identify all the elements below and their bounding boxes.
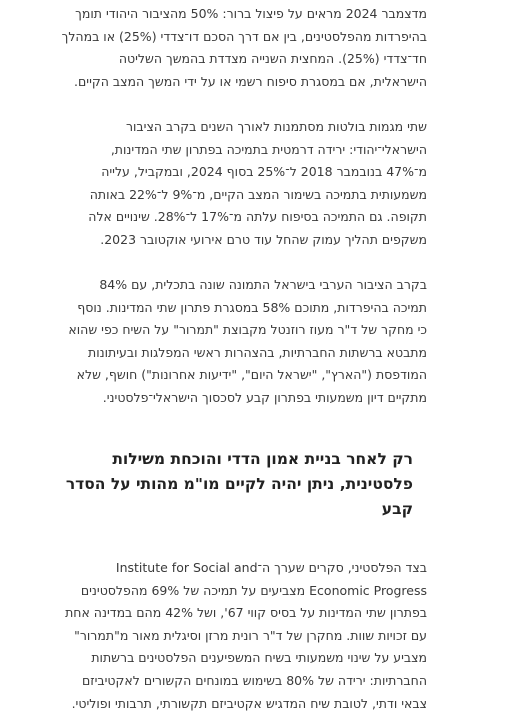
article-paragraph [0, 557, 519, 715]
paragraph-line: מתקיים דיון משמעותי בפתרון קבע לסכסוך הישראלי־פלסטיני. [102, 389, 427, 405]
paragraph-line: צבאי ודתי, לטובת שיח המדגיש אקטיביזם תקשורתי, תרבותי ופוליטי. [71, 695, 427, 711]
paragraph-line: משקפים תהליך עמוק שהחל עוד טרם אירועי אוקטובר 2023. [100, 231, 427, 247]
paragraph-line: מצביע על שינוי משמעותי בשיח המשפיענים הפלסטינים ברשתות [91, 650, 427, 666]
paragraph-line: תקופה. גם התמיכה בסיפוח עלתה מ־17% ל־28%. שינויים אלה [88, 209, 427, 225]
paragraph-line: Economic Progress מצביעים על תמיכה של 69% מהפלסטינים [80, 582, 427, 598]
section-heading [0, 447, 519, 522]
paragraph-line: מדצמבר 2024 מראים על פיצול ברור: 50% מהציבור היהודי תומך [75, 6, 427, 21]
paragraph-line: מתבטא ברשתות החברתיות, בהצהרות ראשי המפלגות ובעיתונות [88, 344, 427, 360]
paragraph-line: בהיפרדות מהפלסטינים, בין אם דרך הסכם דו־צדדי (25%) או במהלך [61, 28, 427, 44]
paragraph-line: הישראלי־יהודי: ירידה דרמטית בתמיכה בפתרון שתי המדינות, [110, 141, 427, 157]
paragraph-line: המודפסת ("הארץ", "ישראל היום", "ידיעות אחרונות") חושף, שלא [76, 367, 427, 383]
heading-line: קבע [381, 500, 413, 518]
paragraph-line: בפתרון שתי המדינות על בסיס קווי 67', ושל 42% מהם במדינה אחת [65, 605, 427, 621]
paragraph-line: עם זכויות שוות. מחקרן של ד"ר רונית מרזן וסיגלית מאור מ"תמרור" [74, 627, 427, 643]
paragraph-line: שתי מגמות בולטות מסתמנות לאורך השנים בקרב הציבור [125, 119, 427, 134]
paragraph-line: מ־47% בנובמבר 2018 ל־25% בסוף 2024, ובמקביל, עלייה [101, 164, 427, 180]
paragraph-line: הישראלית, אם במסגרת סיפוח רשמי או על ידי המשך המצב הקיים. [74, 73, 427, 89]
heading-line: רק לאחר בניית אמון הדדי והוכחת משילות [112, 450, 413, 468]
heading-line: פלסטינית, ניתן יהיה לקיים מו"מ מהותי על הסדר [65, 475, 413, 493]
paragraph-line: חד־צדדי (25%). המחצית השנייה מצדדת בהמשך השליטה [118, 51, 427, 67]
paragraph-line: בצד הפלסטיני, סקרים שערך ה־Institute for Social and [115, 560, 427, 575]
article-paragraph [0, 116, 519, 252]
paragraph-line: כי מחקר של ד"ר מעוז רוזנטל מקבוצת "תמרור" על השיח כפי שהוא [68, 322, 427, 338]
article-paragraph [0, 3, 519, 93]
paragraph-line: משמעותית בתמיכה בשימור המצב הקיים, מ־9% ל־22% באותה [89, 186, 427, 202]
paragraph-line: בקרב הציבור הערבי בישראל התמונה שונה בתכלית, עם 84% [99, 277, 427, 292]
article-paragraph [0, 274, 519, 410]
paragraph-line: תמיכה בהיפרדות, מתוכם 58% במסגרת פתרון שתי המדינות. נוסף [77, 299, 427, 315]
paragraph-line: החברתיות: ירידה של 80% בשימוש במונחים הקשורים לאקטיביזם [81, 672, 427, 688]
